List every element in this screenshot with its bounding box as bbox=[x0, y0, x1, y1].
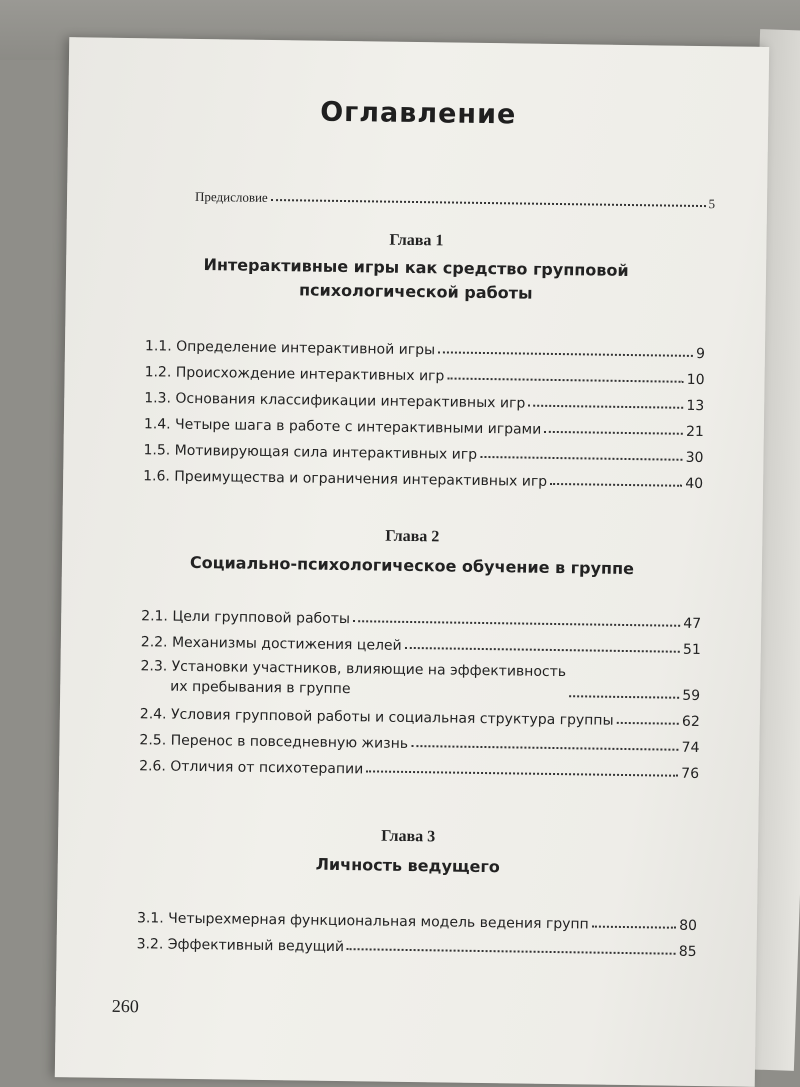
toc-entry-2-6: 2.6. Отличия от психотерапии 76 bbox=[139, 758, 700, 783]
toc-entry-2-5: 2.5. Перенос в повседневную жизнь 74 bbox=[139, 732, 700, 757]
chapter-2-label: Глава 2 bbox=[385, 527, 440, 546]
dot-leader bbox=[366, 770, 678, 776]
toc-entry-preface bbox=[195, 189, 715, 212]
chapter-1-entries bbox=[143, 328, 705, 492]
chapter-2-entries bbox=[139, 598, 701, 782]
chapter-3-title: Личность ведущего bbox=[315, 854, 500, 877]
dot-leader bbox=[271, 199, 706, 207]
book-page bbox=[55, 37, 769, 1087]
toc-entry-page: 5 bbox=[708, 196, 716, 212]
dot-leader bbox=[447, 377, 683, 382]
dot-leader bbox=[569, 695, 680, 699]
page-title: Оглавление bbox=[319, 96, 517, 131]
chapter-1-title bbox=[66, 251, 767, 309]
dot-leader bbox=[592, 926, 676, 929]
chapter-3-entries bbox=[137, 900, 698, 960]
toc-entry-2-4: 2.4. Условия групповой работы и социальная структура группы 62 bbox=[139, 706, 700, 731]
toc-entry-1-1: 1.1. Определение интерактивной игры 9 bbox=[144, 338, 706, 363]
toc-entry-2-2: 2.2. Механизмы достижения целей 51 bbox=[140, 634, 701, 659]
toc-entry-label: Предисловие bbox=[194, 188, 268, 205]
toc-entry-2-3: 2.3. Установки участников, влияющие на эффективность их пребывания в группе 59 bbox=[140, 658, 701, 705]
page-number: 260 bbox=[111, 995, 139, 1017]
dot-leader bbox=[405, 647, 680, 653]
toc-entry-1-5: 1.5. Мотивирующая сила интерактивных игр 30 bbox=[143, 442, 704, 467]
toc-entry-1-6: 1.6. Преимущества и ограничения интерактивных игр 40 bbox=[143, 468, 704, 493]
chapter-1-label: Глава 1 bbox=[389, 231, 444, 250]
chapter-2-title: Социально-психологическое обучение в группе bbox=[189, 552, 635, 579]
chapter-3-label: Глава 3 bbox=[381, 827, 436, 846]
toc-entry-3-1: 3.1. Четырехмерная функциональная модель ведения групп 80 bbox=[136, 910, 698, 935]
table-of-contents bbox=[55, 37, 769, 1047]
toc-entry-1-2: 1.2. Происхождение интерактивных игр 10 bbox=[144, 364, 705, 389]
dot-leader bbox=[353, 620, 680, 627]
dot-leader bbox=[528, 405, 683, 409]
dot-leader bbox=[438, 351, 693, 357]
dot-leader bbox=[480, 456, 683, 461]
toc-entry-3-2: 3.2. Эффективный ведущий 85 bbox=[136, 936, 697, 961]
dot-leader bbox=[550, 483, 682, 487]
dot-leader bbox=[347, 948, 676, 955]
chapter-1-title-line-2: психологической работы bbox=[298, 280, 533, 303]
toc-entry-2-1: 2.1. Цели групповой работы 47 bbox=[141, 608, 702, 633]
toc-entry-text-continued: их пребывания в группе bbox=[170, 678, 351, 698]
toc-entry-text: 2.3. Установки участников, влияющие на эффективность bbox=[140, 658, 567, 681]
chapter-1-title-line-1: Интерактивные игры как средство групповой bbox=[203, 255, 629, 280]
dot-leader bbox=[544, 431, 683, 435]
dot-leader bbox=[411, 745, 679, 751]
toc-entry-1-4: 1.4. Четыре шага в работе с интерактивными играми 21 bbox=[143, 416, 704, 441]
dot-leader bbox=[617, 722, 679, 725]
toc-entry-1-3: 1.3. Основания классификации интерактивных игр 13 bbox=[144, 390, 705, 415]
